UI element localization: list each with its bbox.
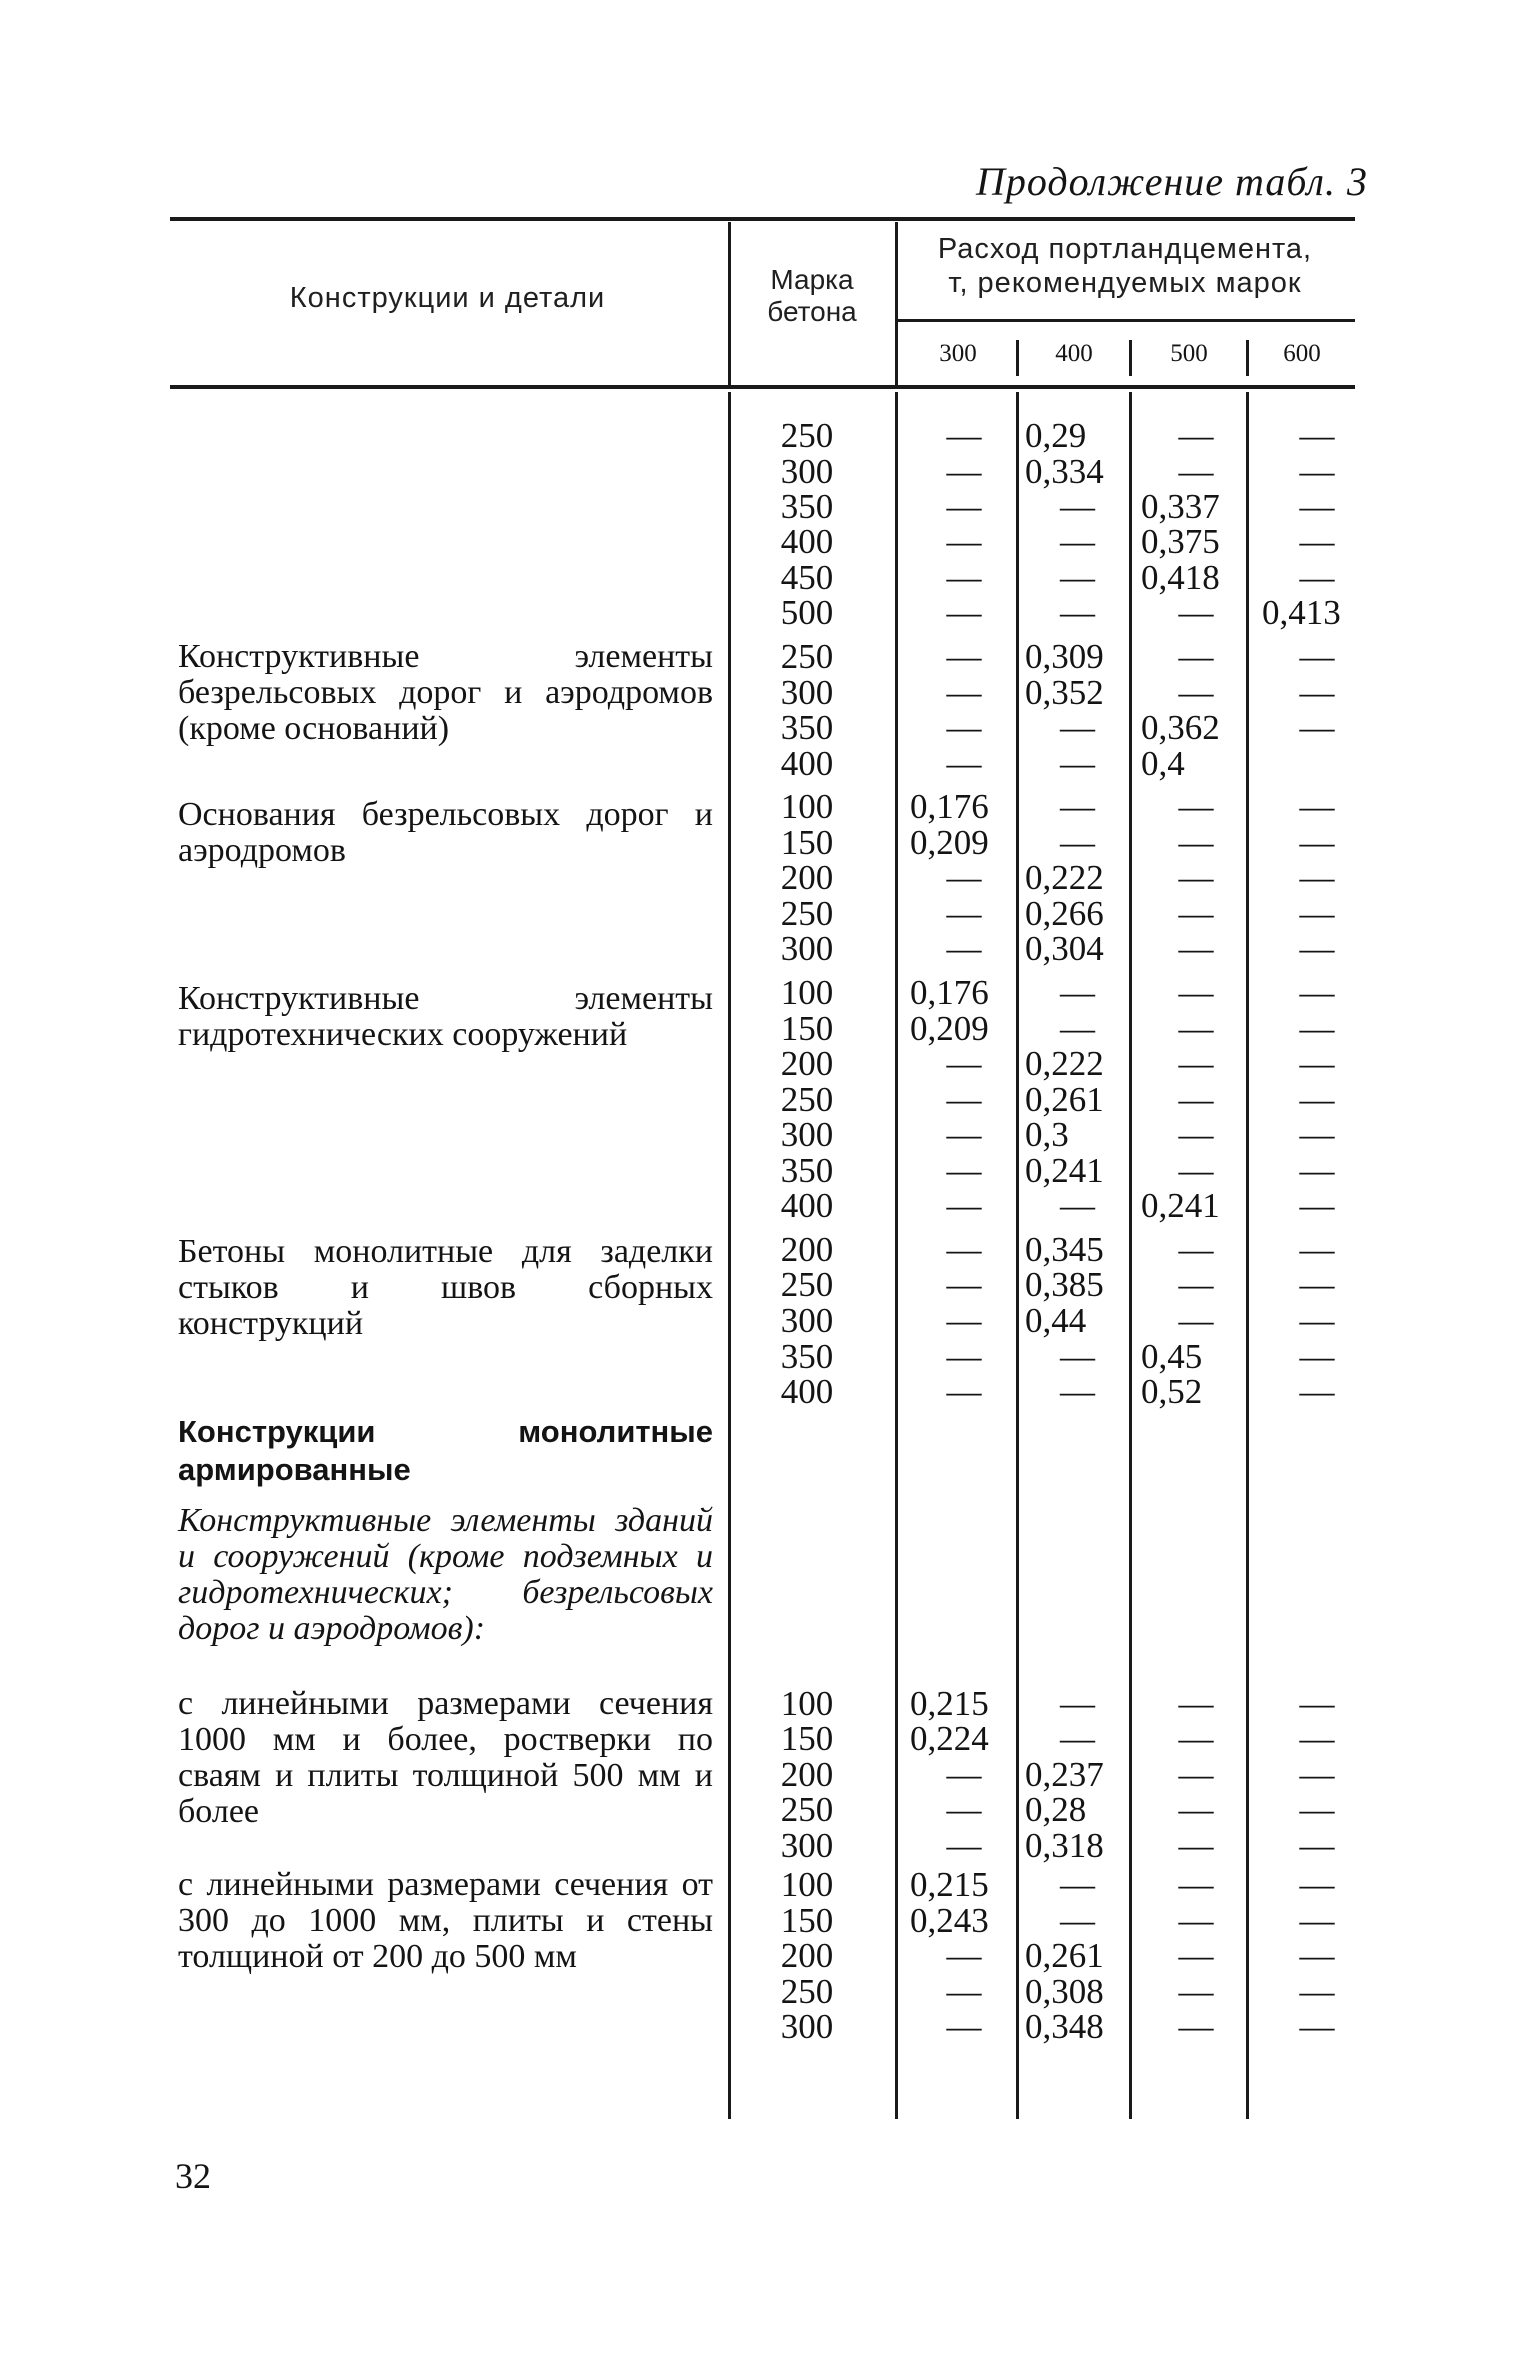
value-cell-500: — — [1178, 1151, 1214, 1190]
value-cell-300: — — [946, 1826, 982, 1865]
grade-cell: 250 — [780, 637, 834, 676]
value-cell-400: 0,318 — [1025, 1826, 1104, 1865]
value-cell-400: — — [1060, 1337, 1095, 1376]
value-cell-600: — — [1299, 823, 1335, 862]
table-row — [0, 1303, 1536, 1339]
value-cell-500: — — [1178, 929, 1214, 968]
value-cell-300: — — [946, 1755, 982, 1794]
value-cell-600: — — [1299, 1936, 1335, 1975]
value-cell-300: 0,209 — [910, 823, 989, 862]
value-cell-300: 0,243 — [910, 1901, 989, 1940]
value-cell-600: — — [1299, 1755, 1335, 1794]
value-cell-400: — — [1060, 1901, 1095, 1940]
table-row — [0, 1117, 1536, 1153]
grade-cell: 300 — [780, 2007, 834, 2046]
value-cell-300: — — [946, 593, 982, 632]
value-cell-300: — — [946, 1080, 982, 1119]
table-row — [0, 1686, 1536, 1722]
value-cell-600: — — [1299, 487, 1335, 526]
table-row — [0, 1721, 1536, 1757]
value-cell-300: — — [946, 1372, 982, 1411]
value-cell-600: — — [1299, 1972, 1335, 2011]
table-row — [0, 789, 1536, 825]
grade-cell: 100 — [780, 787, 834, 826]
description-joint-concrete: Бетоны монолитные для заделки стыков и швов сборных конструкций — [178, 1233, 713, 1342]
value-cell-500: — — [1178, 1755, 1214, 1794]
value-cell-600: — — [1299, 1080, 1335, 1119]
value-cell-500: — — [1178, 1080, 1214, 1119]
value-cell-400: — — [1060, 973, 1095, 1012]
value-cell-500: — — [1178, 1265, 1214, 1304]
value-cell-400: 0,348 — [1025, 2007, 1104, 2046]
value-cell-300: — — [946, 1337, 982, 1376]
value-cell-400: 0,309 — [1025, 637, 1104, 676]
description-building-elements: Конструктивные элементы зданий и сооружений (кроме подземных и гидротехнических; безрельсовых дорог и аэродромов): — [178, 1502, 713, 1647]
grade-cell: 350 — [780, 1337, 834, 1376]
value-cell-600: — — [1299, 973, 1335, 1012]
value-cell-300: — — [946, 1265, 982, 1304]
value-cell-300: — — [946, 858, 982, 897]
value-cell-500: — — [1178, 1684, 1214, 1723]
value-cell-600: — — [1299, 894, 1335, 933]
value-cell-300: — — [946, 558, 982, 597]
table-row — [0, 746, 1536, 782]
table-row — [0, 1011, 1536, 1047]
table-row — [0, 896, 1536, 932]
table-row — [0, 595, 1536, 631]
table-row — [0, 418, 1536, 454]
value-cell-600: — — [1299, 787, 1335, 826]
value-cell-300: 0,176 — [910, 973, 989, 1012]
value-cell-500: — — [1178, 1790, 1214, 1829]
header-consumption-line1: Расход портландцемента, — [937, 233, 1313, 265]
value-cell-600: — — [1299, 1790, 1335, 1829]
value-cell-300: — — [946, 1186, 982, 1225]
value-cell-600: — — [1299, 1230, 1335, 1269]
grade-cell: 100 — [780, 1684, 834, 1723]
table-row — [0, 1974, 1536, 2010]
grade-cell: 150 — [780, 1009, 834, 1048]
value-cell-300: — — [946, 1230, 982, 1269]
value-cell-300: — — [946, 1936, 982, 1975]
grade-cell: 150 — [780, 823, 834, 862]
header-constructions: Конструкции и детали — [289, 282, 606, 314]
value-cell-300: 0,176 — [910, 787, 989, 826]
table-row — [0, 860, 1536, 896]
table-row — [0, 1903, 1536, 1939]
description-road-bases: Основания безрельсовых дорог и аэродромов — [178, 796, 713, 869]
value-cell-400: — — [1060, 744, 1095, 783]
header-consumption — [900, 232, 1350, 300]
grade-cell: 300 — [780, 673, 834, 712]
table-row — [0, 1082, 1536, 1118]
value-cell-300: — — [946, 1115, 982, 1154]
value-cell-400: — — [1060, 522, 1095, 561]
value-cell-500: — — [1178, 452, 1214, 491]
value-cell-400: — — [1060, 1372, 1095, 1411]
grade-cell: 250 — [780, 1080, 834, 1119]
table-row — [0, 560, 1536, 596]
description-section-300-1000: с линейными размерами сечения от 300 до 1000 мм, плиты и стены толщиной от 200 до 500 мм — [178, 1866, 713, 1975]
table-row — [0, 710, 1536, 746]
grade-cell: 350 — [780, 1151, 834, 1190]
value-cell-600: — — [1299, 1372, 1335, 1411]
value-cell-500: — — [1178, 673, 1214, 712]
value-cell-400: — — [1060, 1009, 1095, 1048]
value-cell-400: — — [1060, 787, 1095, 826]
value-cell-300: — — [946, 1151, 982, 1190]
table-row — [0, 675, 1536, 711]
table-row — [0, 975, 1536, 1011]
grade-cell: 250 — [780, 1972, 834, 2011]
table-row — [0, 639, 1536, 675]
value-cell-300: — — [946, 708, 982, 747]
grade-cell: 300 — [780, 452, 834, 491]
value-cell-600: — — [1299, 2007, 1335, 2046]
table-row — [0, 1938, 1536, 1974]
value-cell-500: — — [1178, 1044, 1214, 1083]
grade-cell: 150 — [780, 1901, 834, 1940]
brand-500: 500 — [1170, 340, 1208, 367]
value-cell-600: — — [1299, 1265, 1335, 1304]
value-cell-600: — — [1299, 1684, 1335, 1723]
grade-cell: 250 — [780, 416, 834, 455]
value-cell-500: — — [1178, 416, 1214, 455]
description-reinforced-monolithic: Конструкции монолитные армированные — [178, 1414, 713, 1487]
table-row — [0, 1757, 1536, 1793]
value-cell-400: — — [1060, 593, 1095, 632]
value-cell-600: — — [1299, 1186, 1335, 1225]
value-cell-300: — — [946, 929, 982, 968]
value-cell-500: — — [1178, 1901, 1214, 1940]
value-cell-300: — — [946, 894, 982, 933]
value-cell-600: — — [1299, 1044, 1335, 1083]
grade-cell: 300 — [780, 929, 834, 968]
value-cell-600: — — [1299, 1151, 1335, 1190]
value-cell-500: — — [1178, 1826, 1214, 1865]
grade-cell: 450 — [780, 558, 834, 597]
value-cell-500: — — [1178, 637, 1214, 676]
grade-cell: 250 — [780, 1790, 834, 1829]
value-cell-600: — — [1299, 637, 1335, 676]
value-cell-600: — — [1299, 858, 1335, 897]
value-cell-400: 0,261 — [1025, 1080, 1104, 1119]
value-cell-400: 0,237 — [1025, 1755, 1104, 1794]
grade-cell: 100 — [780, 1865, 834, 1904]
value-cell-600: — — [1299, 452, 1335, 491]
grade-cell: 350 — [780, 708, 834, 747]
value-cell-500: — — [1178, 1719, 1214, 1758]
table-row — [0, 489, 1536, 525]
consumption-header-rule — [897, 319, 1355, 322]
grade-cell: 350 — [780, 487, 834, 526]
table-row — [0, 454, 1536, 490]
value-cell-600: — — [1299, 673, 1335, 712]
value-cell-500: 0,418 — [1141, 558, 1220, 597]
value-cell-400: — — [1060, 1865, 1095, 1904]
value-cell-300: — — [946, 452, 982, 491]
table-row — [0, 1867, 1536, 1903]
value-cell-600: — — [1299, 522, 1335, 561]
table-row — [0, 931, 1536, 967]
value-cell-300: — — [946, 1301, 982, 1340]
page-number: 32 — [175, 2156, 211, 2196]
value-cell-400: 0,3 — [1025, 1115, 1069, 1154]
table-row — [0, 1188, 1536, 1224]
value-cell-400: 0,334 — [1025, 452, 1104, 491]
value-cell-400: — — [1060, 1719, 1095, 1758]
grade-cell: 300 — [780, 1301, 834, 1340]
value-cell-500: 0,52 — [1141, 1372, 1203, 1411]
value-cell-500: — — [1178, 1009, 1214, 1048]
value-cell-500: 0,45 — [1141, 1337, 1203, 1376]
grade-cell: 300 — [780, 1826, 834, 1865]
value-cell-600: — — [1299, 708, 1335, 747]
value-cell-600: — — [1299, 1115, 1335, 1154]
value-cell-600: — — [1299, 416, 1335, 455]
value-cell-300: 0,209 — [910, 1009, 989, 1048]
header-grade — [732, 264, 892, 328]
value-cell-500: — — [1178, 1865, 1214, 1904]
value-cell-600: — — [1299, 929, 1335, 968]
value-cell-500: — — [1178, 823, 1214, 862]
grade-cell: 200 — [780, 858, 834, 897]
brand-400: 400 — [1055, 340, 1093, 367]
table-row — [0, 1267, 1536, 1303]
grade-cell: 200 — [780, 1936, 834, 1975]
table-row — [0, 1153, 1536, 1189]
value-cell-600: — — [1299, 1009, 1335, 1048]
grade-cell: 250 — [780, 1265, 834, 1304]
value-cell-400: — — [1060, 558, 1095, 597]
grade-cell: 400 — [780, 744, 834, 783]
brand-600: 600 — [1283, 340, 1321, 367]
value-cell-300: — — [946, 673, 982, 712]
value-cell-600: — — [1299, 558, 1335, 597]
value-cell-500: — — [1178, 787, 1214, 826]
grade-cell: 200 — [780, 1044, 834, 1083]
table-row — [0, 1828, 1536, 1864]
value-cell-400: — — [1060, 823, 1095, 862]
value-cell-500: — — [1178, 593, 1214, 632]
brand-300: 300 — [939, 340, 977, 367]
value-cell-600: 0,413 — [1262, 593, 1341, 632]
value-cell-400: 0,266 — [1025, 894, 1104, 933]
value-cell-400: 0,261 — [1025, 1936, 1104, 1975]
value-cell-300: — — [946, 487, 982, 526]
value-cell-400: 0,241 — [1025, 1151, 1104, 1190]
table-row — [0, 1046, 1536, 1082]
top-rule — [170, 217, 1355, 221]
value-cell-300: — — [946, 2007, 982, 2046]
value-cell-300: 0,224 — [910, 1719, 989, 1758]
value-cell-500: — — [1178, 2007, 1214, 2046]
value-cell-400: — — [1060, 487, 1095, 526]
grade-cell: 150 — [780, 1719, 834, 1758]
value-cell-400: 0,308 — [1025, 1972, 1104, 2011]
table-row — [0, 825, 1536, 861]
table-row — [0, 524, 1536, 560]
grade-cell: 100 — [780, 973, 834, 1012]
value-cell-500: 0,241 — [1141, 1186, 1220, 1225]
header-grade-line1: Марка — [770, 264, 854, 295]
table-row — [0, 1339, 1536, 1375]
value-cell-400: 0,385 — [1025, 1265, 1104, 1304]
table-row — [0, 1232, 1536, 1268]
grade-cell: 400 — [780, 1372, 834, 1411]
value-cell-300: 0,215 — [910, 1865, 989, 1904]
table-continuation-caption: Продолжение табл. 3 — [975, 159, 1368, 204]
value-cell-600: — — [1299, 1865, 1335, 1904]
value-cell-600: — — [1299, 1301, 1335, 1340]
value-cell-400: 0,28 — [1025, 1790, 1087, 1829]
grade-cell: 400 — [780, 522, 834, 561]
value-cell-300: — — [946, 1790, 982, 1829]
description-hydro-elements: Конструктивные элементы гидротехнических сооружений — [178, 980, 713, 1053]
value-cell-400: 0,352 — [1025, 673, 1104, 712]
value-cell-400: 0,44 — [1025, 1301, 1087, 1340]
value-cell-500: — — [1178, 894, 1214, 933]
table-row — [0, 2009, 1536, 2045]
grade-cell: 200 — [780, 1755, 834, 1794]
value-cell-300: — — [946, 744, 982, 783]
grade-cell: 500 — [780, 593, 834, 632]
value-cell-500: 0,337 — [1141, 487, 1220, 526]
value-cell-500: — — [1178, 1936, 1214, 1975]
header-consumption-line2: т, рекомендуемых марок — [948, 267, 1302, 299]
value-cell-300: 0,215 — [910, 1684, 989, 1723]
value-cell-500: 0,362 — [1141, 708, 1220, 747]
description-section-1000: с линейными размерами сечения 1000 мм и более, ростверки по сваям и плиты толщиной 500 мм и более — [178, 1685, 713, 1830]
value-cell-300: — — [946, 1044, 982, 1083]
value-cell-500: — — [1178, 973, 1214, 1012]
value-cell-400: — — [1060, 708, 1095, 747]
value-cell-300: — — [946, 637, 982, 676]
grade-cell: 400 — [780, 1186, 834, 1225]
table-row — [0, 1374, 1536, 1410]
grade-cell: 250 — [780, 894, 834, 933]
value-cell-400: — — [1060, 1186, 1095, 1225]
header-divider-2 — [895, 222, 898, 385]
grade-cell: 300 — [780, 1115, 834, 1154]
value-cell-600: — — [1299, 1901, 1335, 1940]
grade-cell: 200 — [780, 1230, 834, 1269]
description-road-elements: Конструктивные элементы безрельсовых дорог и аэродромов (кроме оснований) — [178, 638, 713, 747]
header-grade-line2: бетона — [767, 296, 857, 327]
value-cell-500: — — [1178, 1972, 1214, 2011]
value-cell-300: — — [946, 522, 982, 561]
value-cell-300: — — [946, 416, 982, 455]
value-cell-400: 0,304 — [1025, 929, 1104, 968]
value-cell-400: — — [1060, 1684, 1095, 1723]
value-cell-500: — — [1178, 1115, 1214, 1154]
value-cell-500: 0,4 — [1141, 744, 1185, 783]
value-cell-500: — — [1178, 858, 1214, 897]
value-cell-400: 0,29 — [1025, 416, 1087, 455]
value-cell-600: — — [1299, 1826, 1335, 1865]
value-cell-400: 0,345 — [1025, 1230, 1104, 1269]
value-cell-400: 0,222 — [1025, 1044, 1104, 1083]
value-cell-600: — — [1299, 1719, 1335, 1758]
value-cell-500: — — [1178, 1301, 1214, 1340]
value-cell-400: 0,222 — [1025, 858, 1104, 897]
value-cell-300: — — [946, 1972, 982, 2011]
value-cell-500: 0,375 — [1141, 522, 1220, 561]
value-cell-600: — — [1299, 1337, 1335, 1376]
value-cell-500: — — [1178, 1230, 1214, 1269]
header-divider-1 — [728, 222, 731, 385]
header-bottom-rule — [170, 385, 1355, 389]
table-row — [0, 1792, 1536, 1828]
